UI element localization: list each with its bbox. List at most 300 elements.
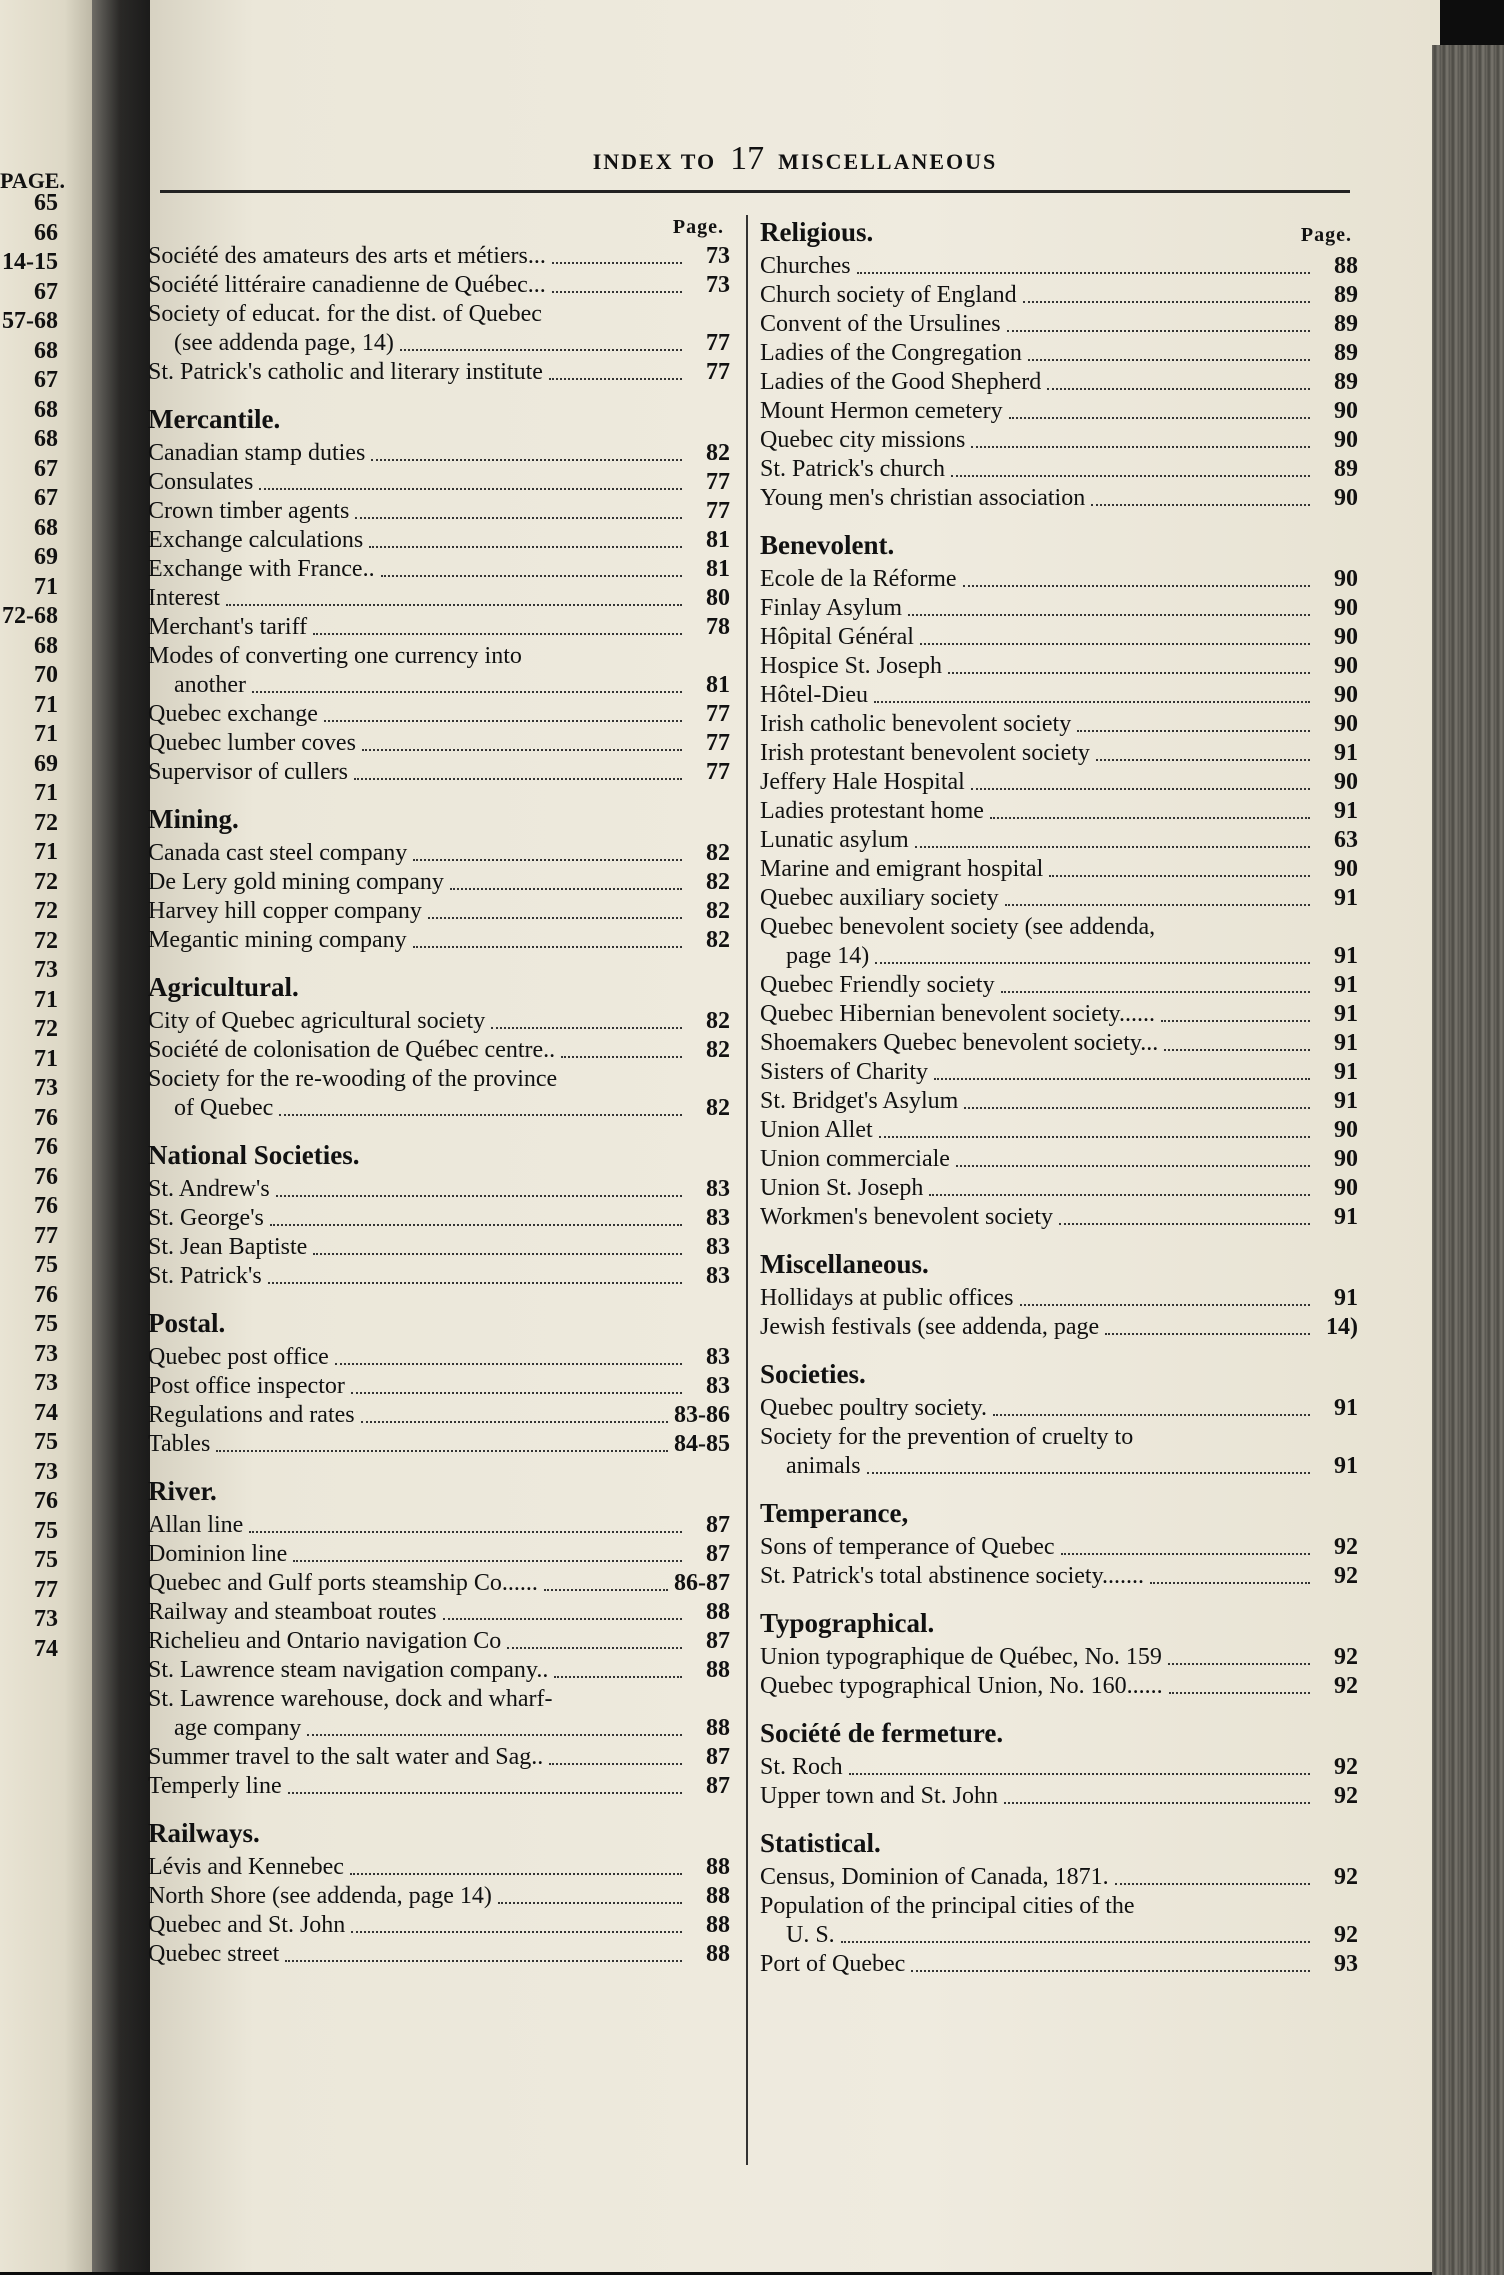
entry-page: 91: [1334, 1453, 1358, 1479]
facing-page-number: 73: [34, 1370, 58, 1396]
entry-page: 90: [1334, 485, 1358, 511]
dot-leader: [400, 349, 682, 351]
entry-name: Union St. Joseph: [760, 1175, 924, 1201]
dot-leader: [911, 1970, 1310, 1972]
entry-page: 88: [706, 1912, 730, 1938]
entry-name: Interest: [148, 585, 220, 611]
dot-leader: [1164, 1049, 1310, 1051]
entry-page: 82: [706, 1037, 730, 1063]
index-entry: [148, 1372, 730, 1401]
facing-page-number: 76: [34, 1134, 58, 1160]
index-entry: [148, 1175, 730, 1204]
dot-leader: [1028, 359, 1310, 361]
dot-leader: [381, 575, 682, 577]
dot-leader: [307, 1734, 682, 1736]
facing-page-number: 71: [34, 721, 58, 747]
dot-leader: [249, 1531, 682, 1533]
entry-name: Hospice St. Joseph: [760, 653, 942, 679]
index-entry: [148, 613, 730, 642]
entry-page: 91: [1334, 943, 1358, 969]
dot-leader: [963, 585, 1310, 587]
dot-leader: [929, 1194, 1310, 1196]
index-entry: [760, 1892, 1358, 1950]
section-title: Religious.: [760, 217, 874, 247]
index-entry: [760, 913, 1358, 971]
dot-leader: [1007, 330, 1310, 332]
entry-name: Tables: [148, 1431, 211, 1457]
dot-leader: [354, 778, 682, 780]
entry-page: 82: [706, 1095, 730, 1121]
dot-leader: [371, 459, 682, 461]
left-index-column: [148, 212, 730, 1969]
entry-name: Jeffery Hale Hospital: [760, 769, 965, 795]
entry-name: Quebec auxiliary society: [760, 885, 999, 911]
entry-name: Census, Dominion of Canada, 1871.: [760, 1864, 1109, 1890]
index-entry: [760, 1313, 1358, 1342]
entry-page: 77: [706, 330, 730, 356]
entry-name: Railway and steamboat routes: [148, 1599, 437, 1625]
index-entry: [760, 426, 1358, 455]
entry-page: 91: [1334, 1059, 1358, 1085]
entry-page: 91: [1334, 885, 1358, 911]
index-entry: [148, 1401, 730, 1430]
entry-name: Hôtel-Dieu: [760, 682, 868, 708]
index-entry: [760, 455, 1358, 484]
dot-leader: [268, 1282, 682, 1284]
entry-page: 90: [1334, 595, 1358, 621]
index-entry: [760, 397, 1358, 426]
dot-leader: [355, 517, 682, 519]
dot-leader: [552, 262, 682, 264]
index-entry: [148, 526, 730, 555]
section-title: Mining.: [148, 804, 239, 834]
header-suffix: MISCELLANEOUS: [778, 149, 998, 174]
index-entry: [148, 497, 730, 526]
entry-page: 91: [1334, 1001, 1358, 1027]
index-entry: [760, 1863, 1358, 1892]
entry-page: 91: [1334, 1088, 1358, 1114]
entry-page: 88: [706, 1599, 730, 1625]
dot-leader: [450, 888, 682, 890]
entry-page: 89: [1334, 369, 1358, 395]
index-entry: [148, 300, 730, 358]
entry-name: Convent of the Ursulines: [760, 311, 1001, 337]
dot-leader: [1004, 1802, 1310, 1804]
entry-name: Union Allet: [760, 1117, 873, 1143]
facing-page-number: 14-15: [2, 249, 58, 275]
entry-page: 81: [706, 672, 730, 698]
entry-name: Society of educat. for the dist. of Quebec: [148, 301, 542, 327]
facing-page-number: 74: [34, 1399, 58, 1426]
facing-page-number: 76: [34, 1163, 58, 1190]
dot-leader: [350, 1873, 682, 1875]
entry-name: Temperly line: [148, 1773, 282, 1799]
dot-leader: [1091, 504, 1310, 506]
index-entry: [148, 1685, 730, 1743]
entry-name: Lunatic asylum: [760, 827, 909, 853]
entry-name: Exchange with France..: [148, 556, 375, 582]
entry-name: Young men's christian association: [760, 485, 1086, 511]
dot-leader: [1009, 417, 1310, 419]
entry-name: St. Patrick's total abstinence society.......: [760, 1563, 1145, 1589]
entry-page: 87: [706, 1628, 730, 1654]
entry-page: 83: [706, 1344, 730, 1370]
entry-page: 90: [1334, 1146, 1358, 1172]
index-entry: [760, 1087, 1358, 1116]
entry-page: 77: [706, 469, 730, 495]
index-entry: [760, 339, 1358, 368]
facing-page-number: 70: [34, 662, 58, 688]
dot-leader: [428, 917, 682, 919]
entry-name: Allan line: [148, 1512, 244, 1538]
entry-page: 92: [1334, 1673, 1358, 1699]
entry-name: Quebec and St. John: [148, 1912, 346, 1938]
index-entry: [148, 1233, 730, 1262]
index-entry: [148, 358, 730, 387]
entry-name: Canada cast steel company: [148, 840, 408, 866]
dot-leader: [324, 720, 682, 722]
dot-leader: [879, 1136, 1310, 1138]
entry-page: 91: [1334, 1285, 1358, 1311]
entry-name: Mount Hermon cemetery: [760, 398, 1003, 424]
dot-leader: [561, 1056, 682, 1058]
entry-name: Upper town and St. John: [760, 1783, 998, 1809]
index-entry: [148, 926, 730, 955]
entry-name: Consulates: [148, 469, 254, 495]
dot-leader: [1168, 1663, 1310, 1665]
entry-page: 91: [1334, 972, 1358, 998]
index-entry: [148, 1940, 730, 1969]
dot-leader: [1047, 388, 1310, 390]
left-sections: [148, 399, 730, 1969]
index-entry: [148, 1743, 730, 1772]
facing-page-number: 67: [34, 485, 58, 511]
entry-name: Ladies of the Congregation: [760, 340, 1022, 366]
entry-page: 88: [706, 1883, 730, 1909]
dot-leader: [285, 1960, 682, 1962]
entry-name: Port of Quebec: [760, 1951, 906, 1977]
entry-page: 92: [1334, 1922, 1358, 1948]
section-title: River.: [148, 1476, 217, 1506]
section-title-row: [760, 212, 1358, 252]
entry-page: 82: [706, 440, 730, 466]
dot-leader: [313, 1253, 682, 1255]
index-entry: [148, 1430, 730, 1459]
index-entry: [148, 584, 730, 613]
entry-name: St. Bridget's Asylum: [760, 1088, 959, 1114]
entry-page: 92: [1334, 1563, 1358, 1589]
facing-page-number: 57-68: [2, 308, 58, 334]
dot-leader: [554, 1676, 682, 1678]
dot-leader: [544, 1589, 668, 1591]
index-entry: [760, 310, 1358, 339]
index-entry: [760, 281, 1358, 310]
entry-page: 86-87: [674, 1570, 730, 1596]
entry-page: 84-85: [674, 1431, 730, 1457]
index-entry: [760, 855, 1358, 884]
entry-page: 90: [1334, 856, 1358, 882]
entry-page: 83: [706, 1263, 730, 1289]
entry-name: Quebec Friendly society: [760, 972, 995, 998]
dot-leader: [857, 272, 1310, 274]
index-entry: [148, 271, 730, 300]
index-entry: [148, 1911, 730, 1940]
entry-page: 89: [1334, 311, 1358, 337]
facing-page-number: 72: [34, 809, 58, 836]
entry-name: North Shore (see addenda, page 14): [148, 1883, 492, 1909]
entry-page: 77: [706, 759, 730, 785]
index-entry: [148, 1569, 730, 1598]
right-page-column-head: Page.: [1300, 224, 1352, 246]
facing-page-number: 71: [34, 839, 58, 865]
entry-name: Hôpital Général: [760, 624, 914, 650]
facing-page-number: 71: [34, 691, 58, 718]
dot-leader: [507, 1647, 682, 1649]
entry-name: Quebec benevolent society (see addenda,: [760, 914, 1156, 940]
index-entry: [148, 1882, 730, 1911]
index-entry: [148, 758, 730, 787]
entry-name: Post office inspector: [148, 1373, 345, 1399]
dot-leader: [874, 701, 1310, 703]
entry-name: Irish catholic benevolent society: [760, 711, 1072, 737]
dot-leader: [1161, 1020, 1310, 1022]
entry-page: 88: [706, 1854, 730, 1880]
dot-leader: [934, 1078, 1310, 1080]
entry-page: 92: [1334, 1534, 1358, 1560]
facing-page-number: 77: [34, 1222, 58, 1249]
entry-name: De Lery gold mining company: [148, 869, 444, 895]
facing-page-number: 68: [34, 396, 58, 423]
entry-page: 88: [1334, 253, 1358, 279]
entry-page: 82: [706, 898, 730, 924]
entry-name: Shoemakers Quebec benevolent society...: [760, 1030, 1159, 1056]
entry-name: Quebec post office: [148, 1344, 329, 1370]
index-entry: [760, 971, 1358, 1000]
dot-leader: [1150, 1582, 1310, 1584]
entry-name: Irish protestant benevolent society: [760, 740, 1090, 766]
entry-page: 77: [706, 730, 730, 756]
entry-continuation: of Quebec: [174, 1095, 274, 1121]
entry-continuation: age company: [174, 1715, 302, 1741]
entry-name: Society for the prevention of cruelty to: [760, 1424, 1134, 1450]
entry-page: 92: [1334, 1754, 1358, 1780]
entry-name: Modes of converting one currency into: [148, 643, 522, 669]
facing-page-number: 72: [34, 1016, 58, 1042]
index-entry: [760, 884, 1358, 913]
entry-page: 80: [706, 585, 730, 611]
entry-name: Richelieu and Ontario navigation Co: [148, 1628, 502, 1654]
dot-leader: [413, 946, 682, 948]
index-entry: [760, 1029, 1358, 1058]
index-entry: [760, 1782, 1358, 1811]
facing-page-number: 67: [34, 367, 58, 393]
section-title: Société de fermeture.: [760, 1718, 1004, 1748]
index-entry: [148, 1656, 730, 1685]
entry-name: St. Roch: [760, 1754, 843, 1780]
entry-name: Church society of England: [760, 282, 1017, 308]
dot-leader: [971, 788, 1310, 790]
dot-leader: [920, 643, 1310, 645]
entry-name: Workmen's benevolent society: [760, 1204, 1053, 1230]
index-entry: [148, 1511, 730, 1540]
section-title: Temperance,: [760, 1498, 909, 1528]
facing-page-number: 73: [34, 1458, 58, 1485]
entry-name: Merchant's tariff: [148, 614, 308, 640]
dot-leader: [270, 1224, 682, 1226]
entry-page: 91: [1334, 1030, 1358, 1056]
entry-page: 91: [1334, 1395, 1358, 1421]
entry-page: 88: [706, 1941, 730, 1967]
dot-leader: [875, 962, 1310, 964]
dot-leader: [1005, 904, 1310, 906]
index-entry: [148, 1598, 730, 1627]
dot-leader: [549, 1763, 682, 1765]
entry-name: Hollidays at public offices: [760, 1285, 1014, 1311]
index-entry: [760, 252, 1358, 281]
entry-name: Society for the re-wooding of the province: [148, 1066, 558, 1092]
entry-page: 93: [1334, 1951, 1358, 1977]
section-title: Benevolent.: [760, 530, 895, 560]
entry-continuation: animals: [786, 1453, 861, 1479]
entry-name: Sons of temperance of Quebec: [760, 1534, 1055, 1560]
index-entry: [148, 1343, 730, 1372]
entry-name: Ecole de la Réforme: [760, 566, 957, 592]
index-entry: [148, 1204, 730, 1233]
entry-name: Union commerciale: [760, 1146, 950, 1172]
page-number: 17: [730, 140, 765, 177]
entry-page: 90: [1334, 1175, 1358, 1201]
dot-leader: [951, 475, 1310, 477]
facing-page-number: 68: [34, 514, 58, 541]
entry-name: Jewish festivals (see addenda, page: [760, 1314, 1100, 1340]
index-entry: [148, 1853, 730, 1882]
index-entry: [760, 623, 1358, 652]
index-entry: [148, 1262, 730, 1291]
section-title: National Societies.: [148, 1140, 360, 1170]
index-entry: [760, 1284, 1358, 1313]
book-page-edges: [1432, 45, 1504, 2275]
index-entry: [760, 1533, 1358, 1562]
entry-name: Canadian stamp duties: [148, 440, 366, 466]
facing-page-number: 72: [34, 898, 58, 924]
dot-leader: [1020, 1304, 1311, 1306]
index-entry: [760, 1145, 1358, 1174]
facing-page-number: 75: [34, 1547, 58, 1573]
dot-leader: [993, 1414, 1310, 1416]
index-entry: [148, 700, 730, 729]
entry-page: 73: [706, 272, 730, 298]
entry-page: 87: [706, 1541, 730, 1567]
dot-leader: [361, 1421, 668, 1423]
index-entry: [760, 1174, 1358, 1203]
facing-page-number: 65: [34, 190, 58, 216]
section-title: Mercantile.: [148, 404, 281, 434]
dot-leader: [1105, 1333, 1310, 1335]
dot-leader: [915, 846, 1310, 848]
dot-leader: [443, 1618, 682, 1620]
entry-page: 91: [1334, 740, 1358, 766]
entry-page: 90: [1334, 653, 1358, 679]
section-title: Agricultural.: [148, 972, 299, 1002]
facing-page-number: 71: [34, 573, 58, 600]
index-entry: [760, 1562, 1358, 1591]
index-entry: [148, 1007, 730, 1036]
facing-page-number: 76: [34, 1488, 58, 1514]
entry-name: Union typographique de Québec, No. 159: [760, 1644, 1162, 1670]
entry-name: Marine and emigrant hospital: [760, 856, 1044, 882]
section-title: Railways.: [148, 1818, 260, 1848]
index-entry: [148, 868, 730, 897]
dot-leader: [841, 1941, 1310, 1943]
facing-page-number: 71: [34, 986, 58, 1013]
facing-page-number: 75: [34, 1429, 58, 1455]
dot-leader: [849, 1773, 1310, 1775]
dot-leader: [549, 378, 682, 380]
page-header: [150, 140, 1440, 178]
entry-page: 81: [706, 527, 730, 553]
index-entry: [148, 555, 730, 584]
entry-continuation: page 14): [786, 943, 870, 969]
entry-name: Quebec Hibernian benevolent society......: [760, 1001, 1155, 1027]
dot-leader: [369, 546, 682, 548]
section-title: Statistical.: [760, 1828, 881, 1858]
index-entry: [760, 768, 1358, 797]
entry-name: Quebec lumber coves: [148, 730, 356, 756]
entry-page: 91: [1334, 798, 1358, 824]
entry-page: 81: [706, 556, 730, 582]
entry-page: 90: [1334, 427, 1358, 453]
index-entry: [760, 1394, 1358, 1423]
entry-continuation: (see addenda page, 14): [174, 330, 394, 356]
entry-page: 82: [706, 869, 730, 895]
dot-leader: [908, 614, 1310, 616]
entry-name: Supervisor of cullers: [148, 759, 348, 785]
facing-page-number: 71: [34, 780, 58, 806]
entry-name: Ladies protestant home: [760, 798, 984, 824]
right-sections: [760, 212, 1358, 1979]
entry-name: Regulations and rates: [148, 1402, 355, 1428]
entry-name: Summer travel to the salt water and Sag..: [148, 1744, 544, 1770]
dot-leader: [956, 1165, 1310, 1167]
dot-leader: [335, 1363, 682, 1365]
index-entry: [148, 729, 730, 758]
dot-leader: [293, 1560, 682, 1562]
facing-page-number: 76: [34, 1104, 58, 1131]
index-entry: [148, 242, 730, 271]
entry-name: Megantic mining company: [148, 927, 407, 953]
dot-leader: [413, 859, 682, 861]
entry-name: Société des amateurs des arts et métiers...: [148, 243, 546, 269]
entry-page: 78: [706, 614, 730, 640]
index-entry: [760, 1203, 1358, 1232]
entry-page: 92: [1334, 1864, 1358, 1890]
entry-page: 73: [706, 243, 730, 269]
dot-leader: [288, 1792, 682, 1794]
index-entry: [760, 1672, 1358, 1701]
index-entry: [760, 565, 1358, 594]
facing-page-number: 75: [34, 1252, 58, 1278]
entry-page: 87: [706, 1773, 730, 1799]
entry-name: Crown timber agents: [148, 498, 350, 524]
dot-leader: [252, 691, 682, 693]
entry-name: St. Patrick's church: [760, 456, 945, 482]
dot-leader: [1169, 1692, 1310, 1694]
entry-name: St. George's: [148, 1205, 264, 1231]
index-entry: [760, 1753, 1358, 1782]
dot-leader: [1049, 875, 1310, 877]
dot-leader: [1096, 759, 1310, 761]
facing-page-number: 73: [34, 1606, 58, 1632]
